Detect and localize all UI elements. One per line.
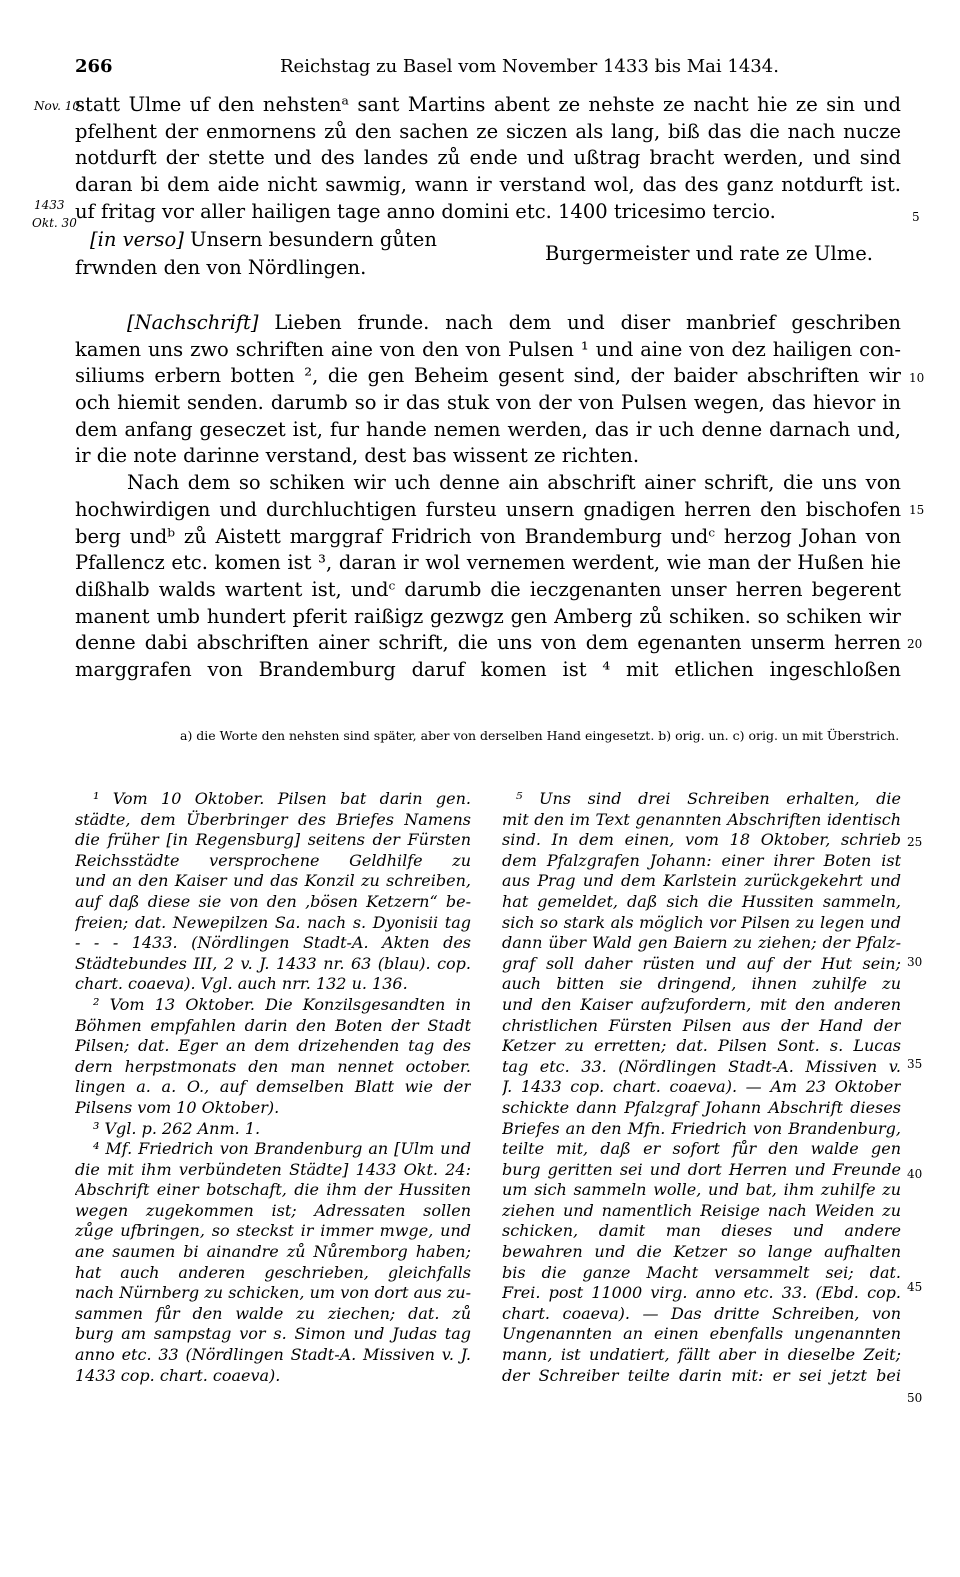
address-recipient-2: frwnden den von Nördlingen. — [75, 256, 367, 279]
footnote-line: graf soll daher rüsten und auf der Hut sein; — [502, 953, 901, 973]
address-line-1 — [90, 228, 437, 251]
address-recipient-1: Unsern besundern gůten — [190, 228, 437, 251]
footnote-line: sind. In dem einen, vom 18 Oktober, schrieb — [502, 830, 901, 850]
footnote-line: der Schreiber teilte darin mit: er sei jetzt bei — [502, 1365, 901, 1385]
postscript-line: berg undᵇ zů Aistett marggraf Fridrich von Brandemburg undᶜ herzog Johan von — [75, 524, 901, 548]
footnote-line: die mit ihm verbündeten Städte] 1433 Okt. 24: — [75, 1159, 471, 1179]
footnote-line: sich so stark als möglich vor Pilsen zu legen und — [502, 912, 901, 932]
margin-year: 1433 — [34, 198, 65, 212]
postscript-line: dem anfang geseczet ist, fur hande nemen werden, das ir uch denne darnach und, — [75, 417, 901, 441]
footnote-line: ⁴ Mf. Friedrich von Brandenburg an [Ulm und — [93, 1139, 471, 1159]
footnote-line: Abschrift einer botschaft, die ihm der Hussiten — [75, 1180, 471, 1200]
footnote-line: dern herpstmonats den man nennet october. — [75, 1056, 471, 1076]
footnote-line: chart. coaeva). Vgl. auch nrr. 132 u. 136. — [75, 974, 408, 994]
line-number-50: 50 — [907, 1391, 923, 1405]
footnote-line: Frei. post 11000 virg. anno etc. 33. (Ebd. cop. — [502, 1283, 901, 1303]
footnote-line: aus Prag und dem Karlstein zurückgekehrt und — [502, 871, 901, 891]
letter-body — [75, 92, 901, 225]
footnote-line: burg am sampstag vor s. Simon und Judas tag — [75, 1324, 471, 1344]
footnote-line: ² Vom 13 Oktober. Die Konzilsgesandten in — [93, 994, 471, 1014]
footnote-line: städte, dem Überbringer des Briefes Namens — [75, 809, 471, 829]
footnote-line: Städtebundes III, 2 v. J. 1433 nr. 63 (blau). cop. — [75, 953, 471, 973]
footnote-line: mann, ist undatiert, fällt aber in dieselbe Zeit; — [502, 1345, 901, 1365]
footnote-line: schicken, damit man dieses und andere — [502, 1221, 901, 1241]
postscript-line: hochwirdigen und durchluchtigen fursteu unsern gnadigen herren den bischofen — [75, 497, 901, 521]
footnote-line: schickte dann Pfalzgraf Johann Abschrift dieses — [502, 1097, 901, 1117]
margin-date-nov: Nov. 10 — [34, 99, 80, 113]
postscript-line: kamen uns zwo schriften aine von den von Pulsen ¹ und aine von dez hailigen con- — [75, 337, 901, 361]
footnote-line: Ungenannten an einen ebenfalls ungenannten — [502, 1324, 901, 1344]
footnote-line: anno etc. 33 (Nördlingen Stadt-A. Missiven v. J. — [75, 1345, 471, 1365]
footnote-line: lingen a. a. O., auf demselben Blatt wie der — [75, 1077, 471, 1097]
footnote-line: 1433 cop. chart. coaeva). — [75, 1365, 281, 1385]
line-number-15: 15 — [909, 503, 925, 517]
postscript-line: ir die note darinne verstand, dest bas wissent ze richten. — [75, 444, 640, 468]
footnote-line: ziehen und namentlich Reisige nach Weiden zu — [502, 1200, 901, 1220]
footnote-line: hat gemeldet, daß sich die Hussiten sammeln, — [502, 891, 901, 911]
footnote-line: hat auch anderen geschrieben, gleichfalls — [75, 1262, 471, 1282]
footnote-line: Briefes an den Mfn. Friedrich von Brandenburg, — [502, 1118, 901, 1138]
letter-line: uf fritag vor aller hailigen tage anno domini etc. 1400 tricesimo tercio. — [75, 199, 776, 223]
footnote-line: ⁵ Uns sind drei Schreiben erhalten, die — [516, 789, 901, 808]
footnote-line: Pilsens vom 10 Oktober). — [75, 1097, 280, 1117]
footnote-line: burg geritten sei und dort Herren und Freunde — [502, 1159, 901, 1179]
footnote-line: dann über Wald gen Baiern zu ziehen; der Pfalz- — [502, 933, 901, 953]
footnote-line: dem Pfalzgrafen Johann: einer ihrer Boten ist — [502, 850, 901, 870]
line-number-5: 5 — [912, 210, 920, 224]
footnote-line: ¹ Vom 10 Oktober. Pilsen bat darin gen. — [93, 789, 471, 808]
page-header — [75, 56, 895, 82]
line-number-20: 20 — [907, 637, 923, 651]
line-number-10: 10 — [909, 371, 925, 385]
postscript-line: denne dabi abschriften ainer schrift, die uns von dem egenanten unserm herren — [75, 631, 901, 655]
line-number-45: 45 — [907, 1280, 923, 1294]
postscript-label: [Nachschrift] — [127, 311, 259, 334]
postscript-line: manent umb hundert pferit raißigz gezwgz gen Amberg zů schiken. so schiken wir — [75, 604, 901, 628]
line-number-35: 35 — [907, 1057, 923, 1071]
footnote-line: und an den Kaiser und das Konzil zu schreiben, — [75, 871, 471, 891]
footnote-line: und den Kaiser aufzufordern, mit den anderen — [502, 994, 901, 1014]
footnote-line: J. 1433 cop. chart. coaeva). — Am 23 Oktober — [502, 1077, 901, 1097]
postscript-line: siliums erbern botten ², die gen Beheim gesent sind, der baider abschriften wir — [75, 364, 901, 388]
footnotes-left — [75, 789, 471, 1386]
footnote-line: - - - 1433. (Nördlingen Stadt-A. Akten des — [75, 933, 471, 953]
verso-label: [in verso] — [90, 228, 184, 251]
footnote-line: bewahren und die Ketzer so lange aufhalten — [502, 1242, 901, 1262]
letter-line: notdurft der stette und des landes zů ende und ußtrag bracht werden, und sind — [75, 146, 901, 170]
postscript-line: marggrafen von Brandemburg daruf komen ist ⁴ mit etlichen ingeschloßen — [75, 657, 901, 681]
footnote-line: ³ Vgl. p. 262 Anm. 1. — [93, 1118, 261, 1138]
footnote-line: nach Nürnberg zu schicken, um von dort aus zu- — [75, 1283, 471, 1303]
postscript-line: dißhalb walds wartent ist, undᶜ darumb die ieczgenanten unser herren begerent — [75, 577, 901, 601]
postscript-line: och hiemit senden. darumb so ir das stuk von der von Pulsen wegen, das hievor in — [75, 391, 901, 415]
postscript-line: [Nachschrift] Lieben frunde. nach dem und diser manbrief geschriben — [127, 311, 901, 334]
footnote-line: Reichsstädte versprochene Geldhilfe zu — [75, 850, 471, 870]
footnote-line: zůge ufbringen, so steckst ir immer mwge, und — [75, 1221, 471, 1241]
letter-line: daran bi dem aide nicht sawmig, wann ir verstand wol, das des ganz notdurft ist. — [75, 173, 901, 197]
line-number-30: 30 — [907, 955, 923, 969]
running-title: Reichstag zu Basel vom November 1433 bis Mai 1434. — [280, 56, 779, 77]
postscript — [75, 310, 901, 684]
postscript-line: Pfallencz etc. komen ist ³, daran ir wol vernemen werdent, wie man der Hußen hie — [75, 551, 901, 575]
margin-date-okt: Okt. 30 — [32, 216, 77, 230]
line-number-25: 25 — [907, 835, 923, 849]
footnote-line: Pilsen; dat. Eger an dem drizehenden tag des — [75, 1036, 471, 1056]
footnote-line: die früher [in Regensburg] seitens der Fürsten — [75, 830, 471, 850]
letter-line: statt Ulme uf den nehstenᵃ sant Martins abent ze nehste ze nacht hie ze sin und — [75, 93, 901, 116]
footnote-line: Böhmen empfahlen darin den Boten der Stadt — [75, 1015, 471, 1035]
critical-apparatus: a) die Worte den nehsten sind später, aber von derselben Hand eingesetzt. b) orig. un. c) orig. un mit Überstrich. — [180, 728, 900, 743]
postscript-line: Nach dem so schiken wir uch denne ain abschrift ainer schrift, die uns von — [127, 471, 901, 495]
footnotes-right — [502, 789, 901, 1386]
signature: Burgermeister und rate ze Ulme. — [545, 242, 873, 265]
line-number-40: 40 — [907, 1167, 923, 1181]
footnote-line: Ketzer zu erretten; dat. Pilsen Sont. s. Lucas — [502, 1036, 901, 1056]
footnote-line: ane saumen bi ainandre zů Nůremborg haben; — [75, 1242, 471, 1262]
footnote-line: mit den im Text genannten Abschriften identisch — [502, 809, 901, 829]
footnote-line: chart. coaeva). — Das dritte Schreiben, von — [502, 1303, 901, 1323]
letter-line: pfelhent der enmornens zů den sachen ze siczen als lang, biß das die nach nucze — [75, 119, 901, 143]
footnote-line: um sich sammeln wolle, und bat, ihm zuhilfe zu — [502, 1180, 901, 1200]
footnote-line: auf daß diese sie von den ‚bösen Ketzern“ be- — [75, 891, 471, 911]
footnote-line: freien; dat. Newepilzen Sa. nach s. Dyonisii tag — [75, 912, 471, 932]
page-number: 266 — [75, 56, 113, 77]
footnote-line: tag etc. 33. (Nördlingen Stadt-A. Missiven v. — [502, 1056, 901, 1076]
footnote-line: sammen fůr den walde zu ziechen; dat. zů — [75, 1303, 471, 1323]
footnote-line: bis die ganze Macht versammelt sei; dat. — [502, 1262, 901, 1282]
footnote-line: wegen zugekommen ist; Adressaten sollen — [75, 1200, 471, 1220]
footnote-line: christlichen Fürsten Pilsen aus der Hand der — [502, 1015, 901, 1035]
footnote-line: teilte mit, daß er sofort fůr den walde gen — [502, 1139, 901, 1159]
footnote-line: auch bitten sie dringend, ihnen zuhilfe zu — [502, 974, 901, 994]
